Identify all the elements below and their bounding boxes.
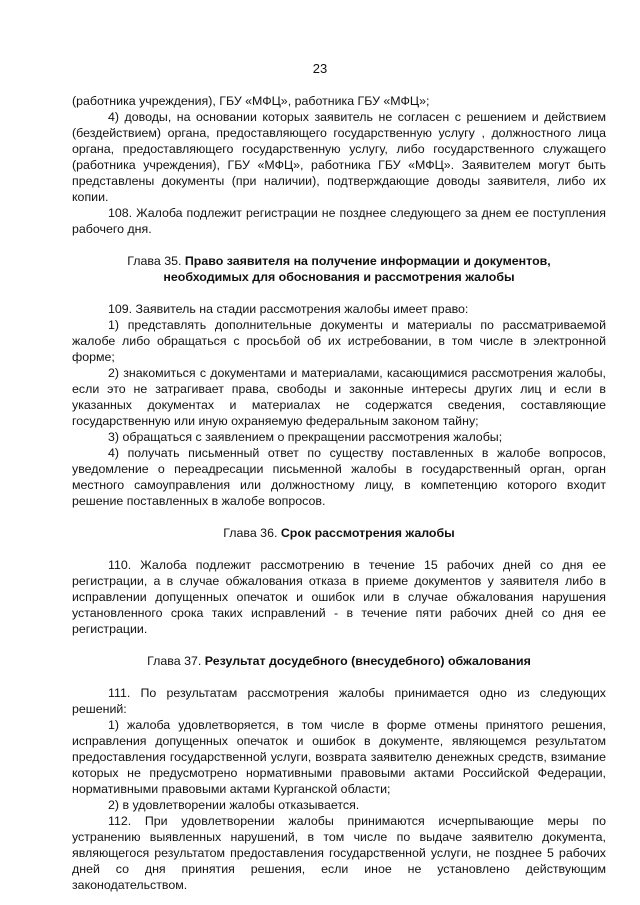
paragraph: 2) знакомиться с документами и материалами, касающимися рассмотрения жалобы, если это не затрагивает права, свободы и законные интересы других лиц и если в указанных документах и материалах не содержатся сведения, составляющие государственную или иную охраняемую федеральным законом тайну;: [72, 366, 606, 428]
chapter-heading-35: [72, 253, 606, 285]
paragraph: 3) обращаться с заявлением о прекращении рассмотрения жалобы;: [108, 430, 503, 444]
chapter-heading-37: [72, 653, 606, 669]
chapter-title: Право заявителя на получение информации и документов, необходимых для обоснования и рассмотрения жалобы: [163, 254, 551, 284]
paragraph: 111. По результатам рассмотрения жалобы принимается одно из следующих решений:: [72, 686, 606, 716]
page-number: 23: [312, 61, 328, 76]
paragraph: 108. Жалоба подлежит регистрации не позднее следующего за днем ее поступления рабочего дня.: [72, 206, 606, 236]
chapter-title: Результат досудебного (внесудебного) обжалования: [204, 654, 531, 668]
paragraph: 4) получать письменный ответ по существу поставленных в жалобе вопросов, уведомление о переадресации письменной жалобы в государственный орган, орган местного самоуправления или должностному лицу, в компетенцию которого входит решение поставленных в жалобе вопросов.: [72, 446, 606, 508]
paragraph: (работника учреждения), ГБУ «МФЦ», работника ГБУ «МФЦ»;: [72, 94, 430, 108]
chapter-prefix: Глава 35.: [127, 254, 185, 268]
paragraph: 110. Жалоба подлежит рассмотрению в течение 15 рабочих дней со дня ее регистрации, а в случае обжалования отказа в приеме документов у заявителя либо в исправлении допущенных опечаток и ошибок или в случае обжалования нарушения установленного срока таких исправлений - в течение пяти рабочих дней со дня ее регистрации.: [72, 558, 606, 636]
paragraph: 2) в удовлетворении жалобы отказывается.: [108, 798, 360, 812]
chapter-prefix: Глава 36.: [223, 526, 281, 540]
chapter-prefix: Глава 37.: [147, 654, 205, 668]
paragraph: 109. Заявитель на стадии рассмотрения жалобы имеет право:: [108, 302, 469, 316]
paragraph: 4) доводы, на основании которых заявитель не согласен с решением и действием (бездействием) органа, предоставляющего государственную услугу , должностного лица органа, предоставляющего государственную услугу, либо государственного служащего (работника учреждения), ГБУ «МФЦ», работника ГБУ «МФЦ». Заявителем могут быть представлены документы (при наличии), подтверждающие доводы заявителя, либо их копии.: [72, 110, 606, 204]
chapter-heading-36: [72, 525, 606, 541]
paragraph: 112. При удовлетворении жалобы принимаются исчерпывающие меры по устранению выявленных нарушений, в том числе по выдаче заявителю документа, являющегося результатом предоставления государственной услуги, не позднее 5 рабочих дней со дня принятия решения, если иное не установлено действующим законодательством.: [72, 814, 606, 892]
document-body: [72, 93, 606, 893]
chapter-title: Срок рассмотрения жалобы: [280, 526, 455, 540]
paragraph: 1) жалоба удовлетворяется, в том числе в форме отмены принятого решения, исправления допущенных опечаток и ошибок в документе, являющемся результатом предоставления государственной услуги, возврата заявителю денежных средств, взимание которых не предусмотрено нормативными правовыми актами Российской Федерации, нормативными правовыми актами Курганской области;: [72, 718, 606, 796]
paragraph: 1) представлять дополнительные документы и материалы по рассматриваемой жалобе либо обращаться с просьбой об их истребовании, в том числе в электронной форме;: [72, 318, 606, 364]
